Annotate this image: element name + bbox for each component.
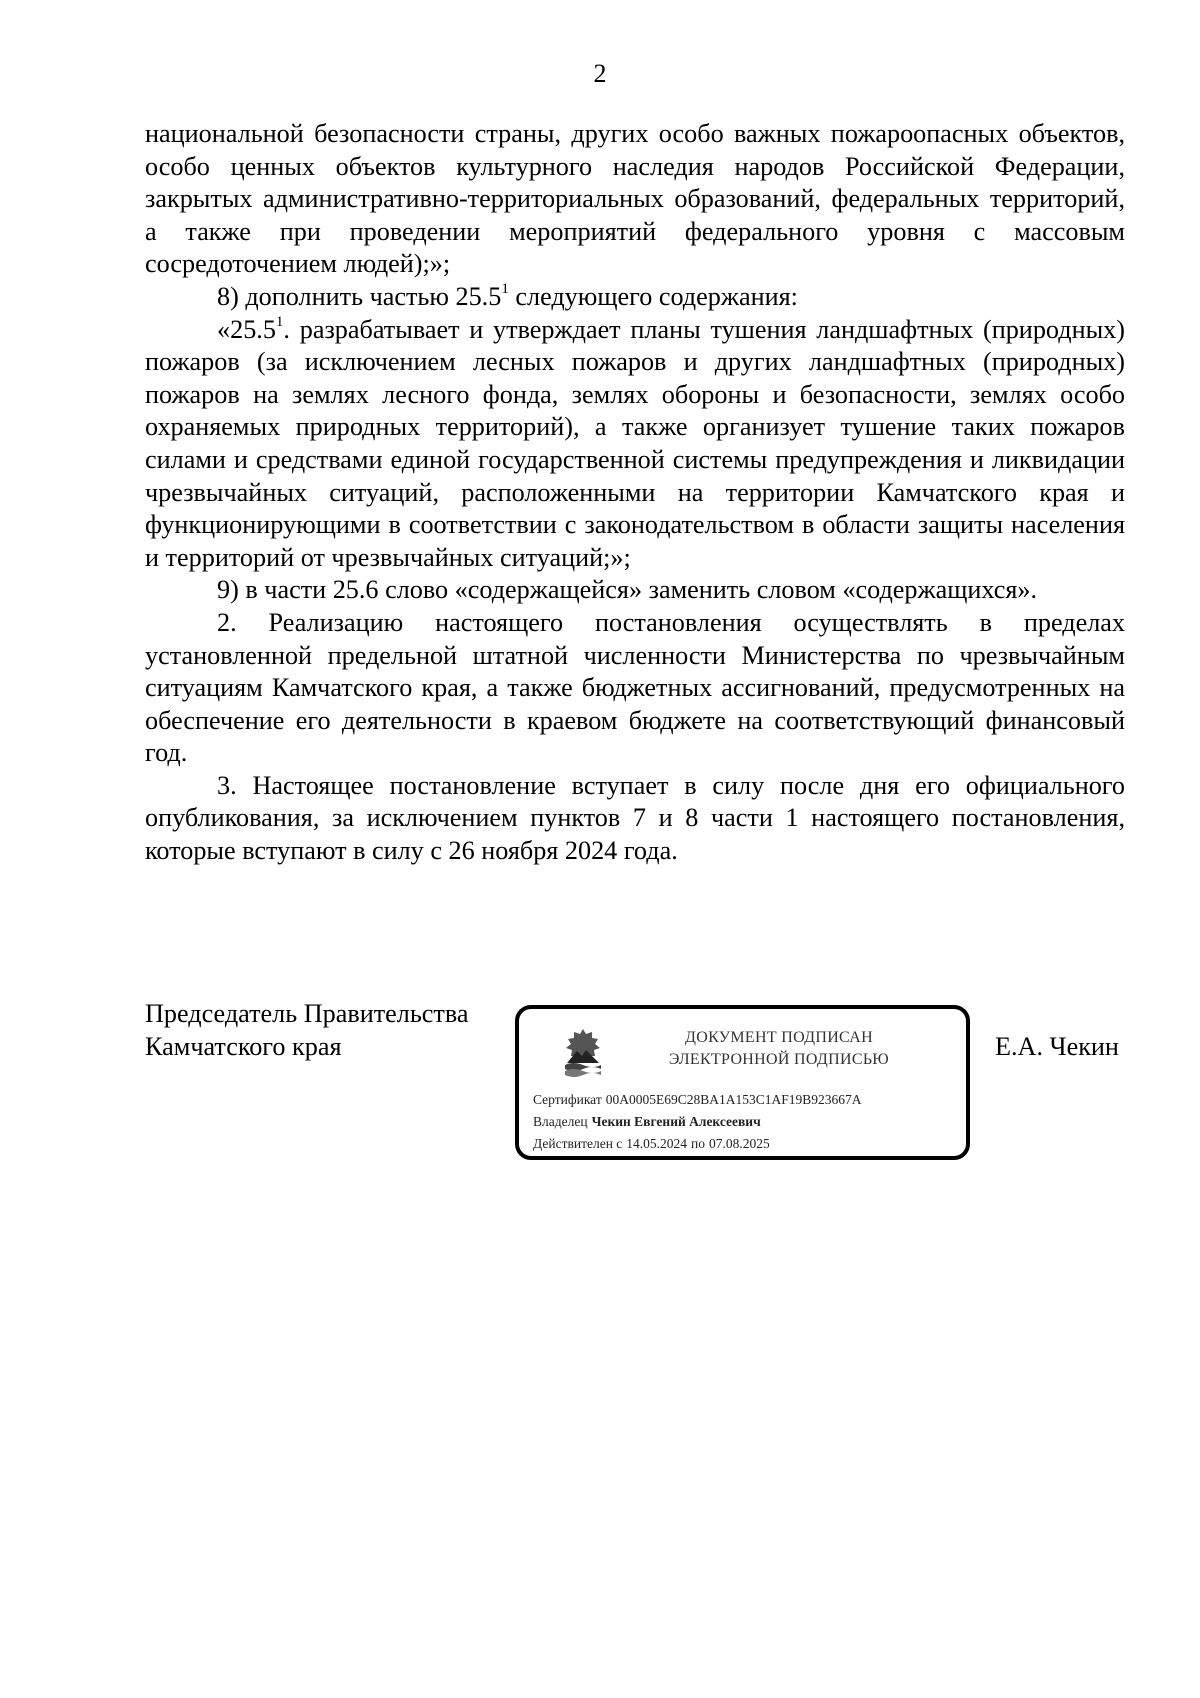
part-25-5-1-number: «25.5: [217, 314, 276, 344]
item-8-text: 8) дополнить частью 25.5: [217, 281, 502, 311]
part-25-5-1-superscript: 1: [275, 313, 284, 330]
electronic-signature-stamp: [515, 1005, 970, 1160]
stamp-heading-line-1: ДОКУМЕНТ ПОДПИСАН: [685, 1029, 873, 1046]
certificate-label: Сертификат: [533, 1092, 602, 1107]
valid-from-date: 14.05.2024: [626, 1136, 688, 1151]
item-8-superscript: 1: [501, 281, 509, 298]
signer-name: Е.А. Чекин: [995, 1032, 1119, 1061]
part-25-5-1-text: . разрабатывает и утверждает планы тушения ландшафтных (природных) пожаров (за исключением лесных пожаров и других ландшафтных (природных) пожаров на землях лесного фонда, землях обороны и безопасности, землях особо охраняемых природных территорий), а также организует тушение таких пожаров силами и средствами единой государственной системы предупреждения и ликвидации чрезвычайных ситуаций, расположенными на территории Камчатского края и функционирующими в соответствии с законодательством в области защиты населения и территорий от чрезвычайных ситуаций;»;: [145, 314, 1125, 572]
certificate-line: [533, 1089, 963, 1111]
stamp-heading: [619, 1027, 939, 1071]
signer-title-line-2: Камчатского края: [145, 1031, 342, 1061]
stamp-details: [533, 1089, 963, 1155]
validity-line: [533, 1133, 963, 1155]
paragraph-section-2: 2. Реализацию настоящего постановления осуществлять в пределах установленной предельной штатной численности Министерства по чрезвычайным ситуациям Камчатского края, а также бюджетных ассигнований, предусмотренных на обеспечение его деятельности в краевом бюджете на соответствующий финансовый год.: [145, 607, 1125, 768]
signer-title: [145, 998, 505, 1063]
valid-to-date: 07.08.2025: [709, 1136, 770, 1151]
paragraph-item-9: 9) в части 25.6 слово «содержащейся» заменить словом «содержащихся».: [217, 575, 1038, 605]
valid-to-label: по: [691, 1136, 706, 1151]
valid-from-label: Действителен с: [533, 1136, 623, 1151]
paragraph-item-8: [145, 281, 1125, 314]
owner-label: Владелец: [533, 1114, 588, 1129]
paragraph-section-3: 3. Настоящее постановление вступает в силу после дня его официального опубликования, за исключением пунктов 7 и 8 части 1 настоящего постановления, которые вступают в силу с 26 ноября 2024 года.: [145, 770, 1125, 866]
document-body: [145, 118, 1125, 868]
certificate-number: 00A0005E69C28BA1A153C1AF19B923667A: [605, 1092, 862, 1107]
stamp-heading-line-2: ЭЛЕКТРОННОЙ ПОДПИСЬЮ: [668, 1051, 890, 1068]
paragraph-part-25-5-1: [145, 314, 1125, 575]
owner-name: Чекин Евгений Алексеевич: [591, 1114, 761, 1129]
paragraph-1: национальной безопасности страны, других особо важных пожароопасных объектов, особо ценных объектов культурного наследия народов Российской Федерации, закрытых административно-территориальных образований, федеральных территорий, а также при проведении мероприятий федерального уровня с массовым сосредоточением людей);»;: [145, 119, 1125, 279]
signer-title-line-1: Председатель Правительства: [145, 999, 469, 1028]
page-number: 2: [593, 59, 607, 88]
item-8-text-end: следующего содержания:: [508, 281, 798, 311]
kamchatka-emblem-icon: [555, 1025, 611, 1081]
owner-line: [533, 1111, 963, 1133]
